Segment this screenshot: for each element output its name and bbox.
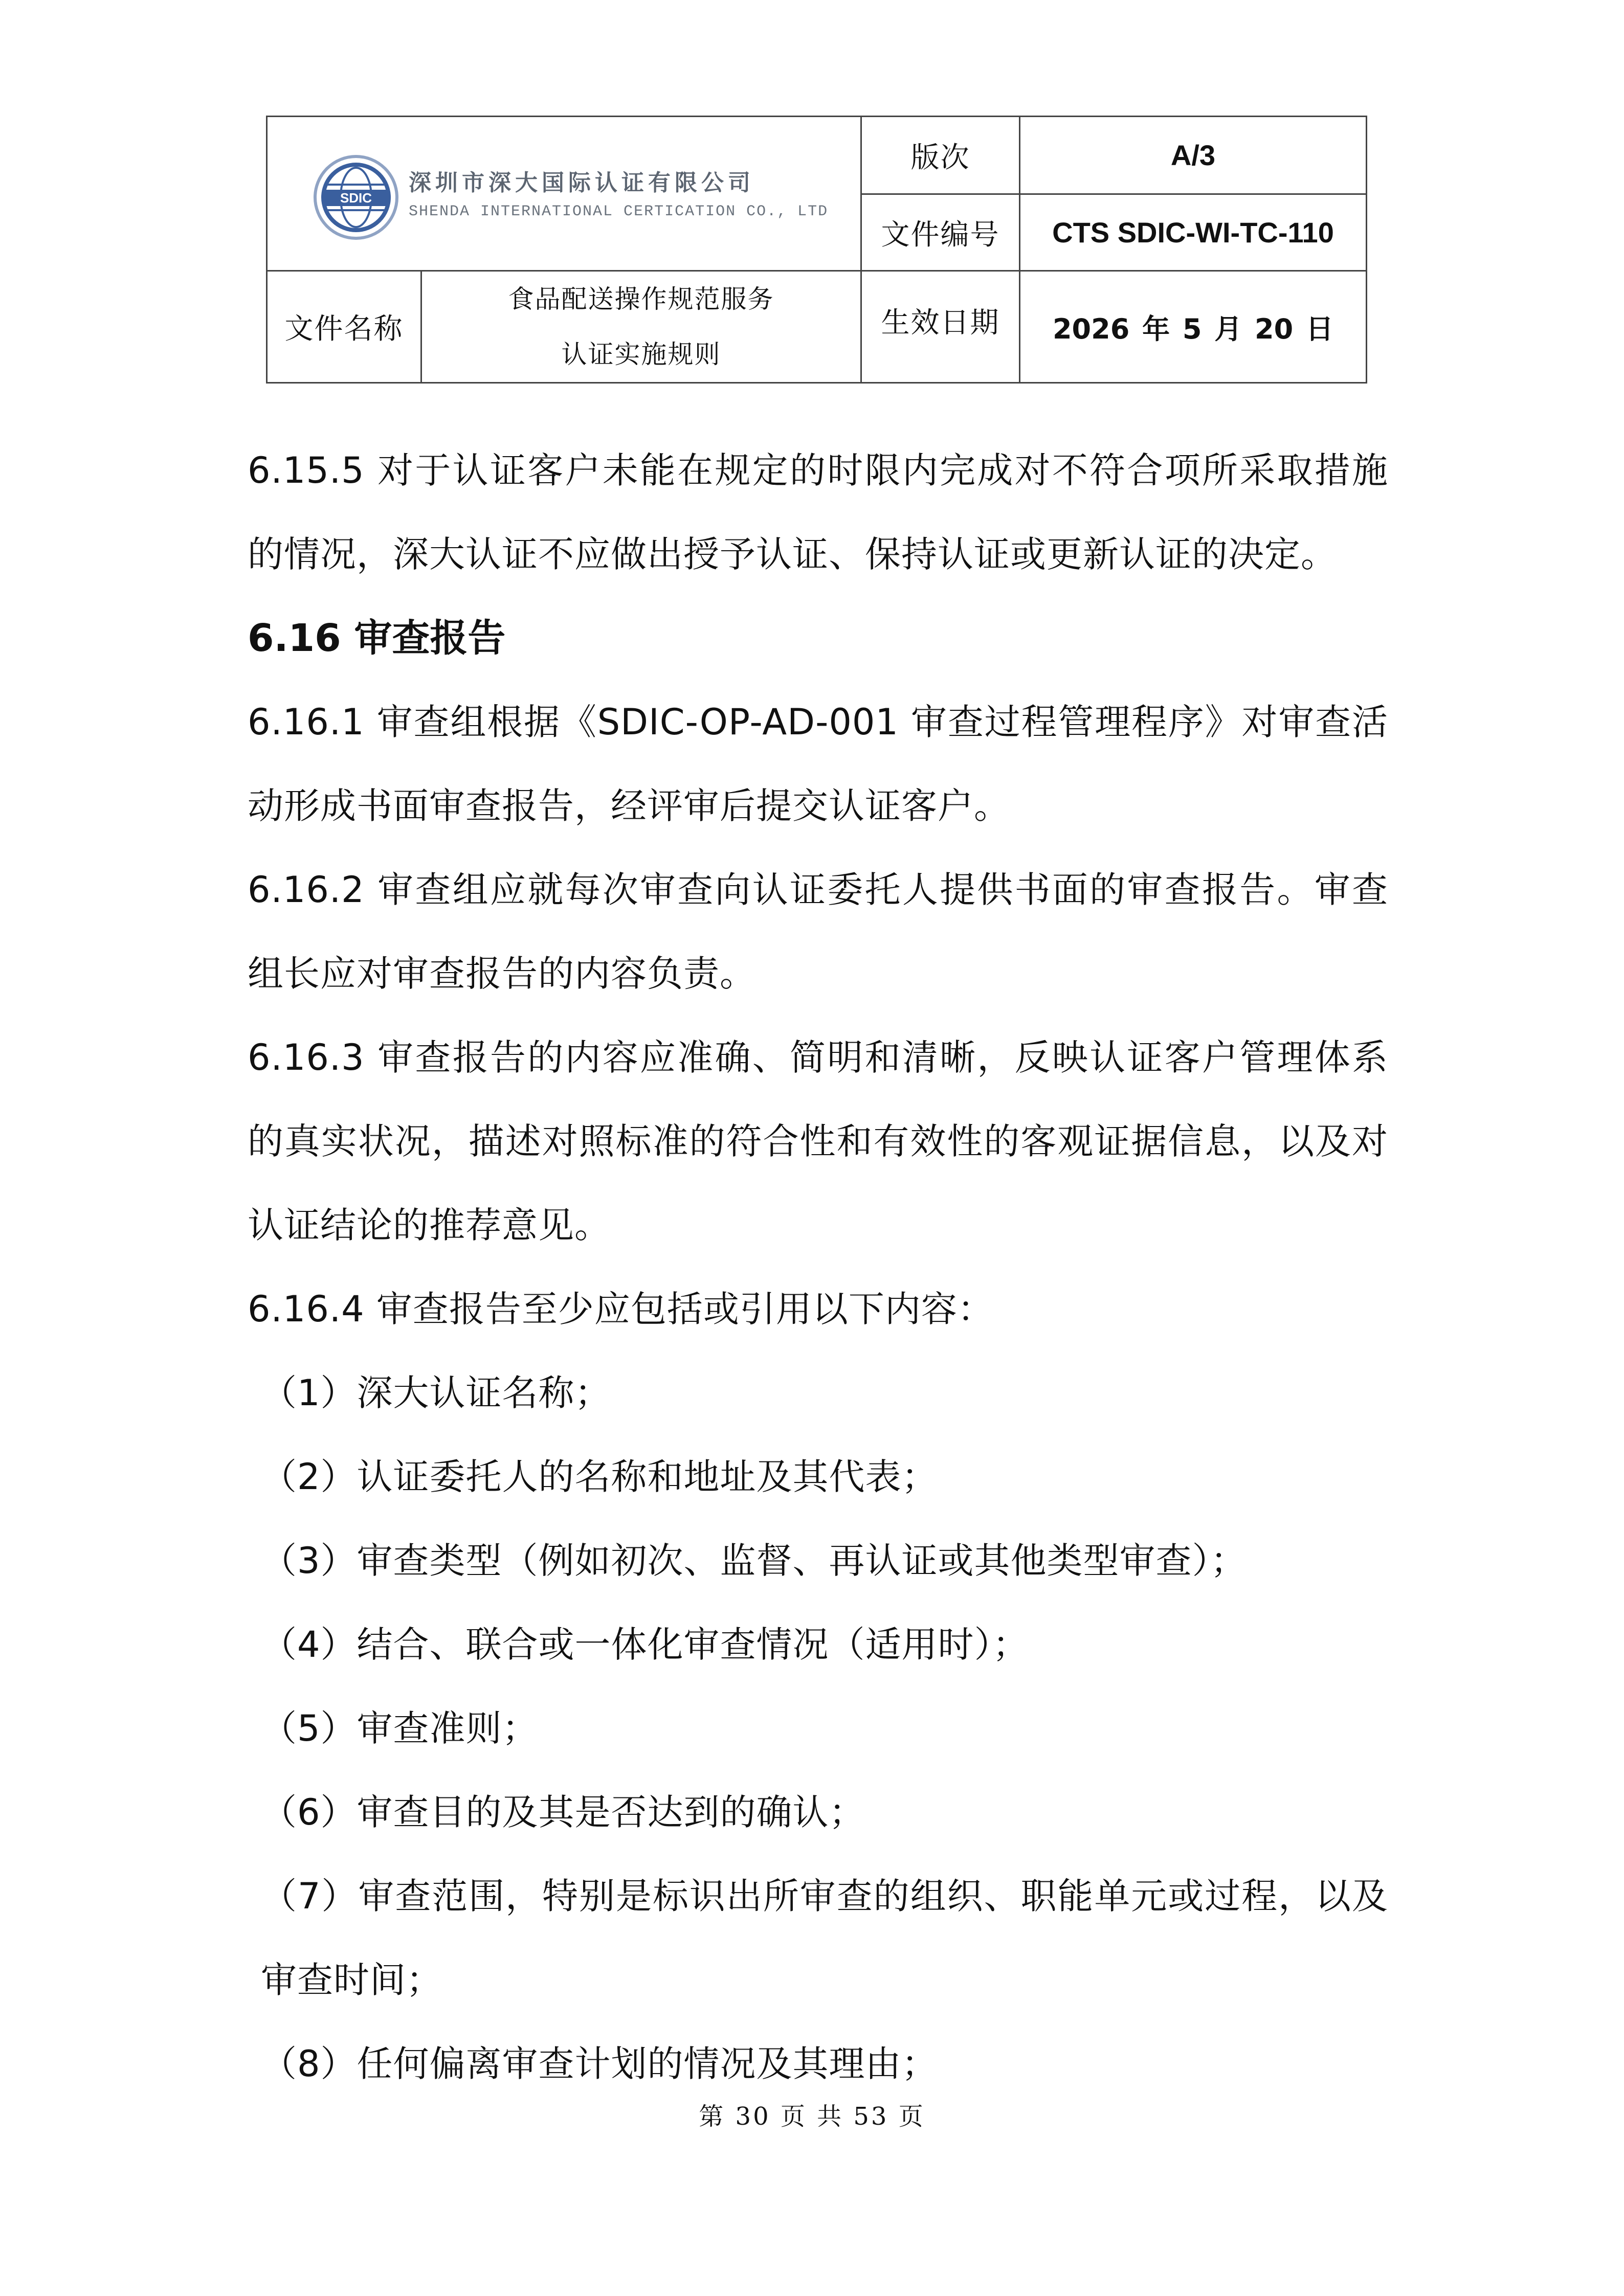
clause-6-16-3: 6.16.3 审查报告的内容应准确、简明和清晰，反映认证客户管理体系的真实状况，描述对照标准的符合性和有效性的客观证据信息，以及对认证结论的推荐意见。: [248, 1037, 1388, 1246]
company-name-en: SHENDA INTERNATIONAL CERTICATION CO., LTD: [409, 203, 829, 220]
doc-name-value: [421, 271, 861, 383]
logo-text: SDIC: [340, 190, 372, 206]
list-item: （7）审查范围，特别是标识出所审查的组织、职能单元或过程，以及审查时间；: [261, 1875, 1388, 2001]
doc-name-line2: 认证实施规则: [561, 340, 721, 369]
page-number-footer: 第 30 页 共 53 页: [699, 2102, 925, 2131]
doc-number-value: CTS SDIC-WI-TC-110: [1020, 194, 1367, 271]
company-logo-cell: [267, 117, 861, 271]
doc-name-label: 文件名称: [267, 271, 421, 383]
list-item: （2）认证委托人的名称和地址及其代表；: [261, 1456, 938, 1498]
clause-6-16-4: 6.16.4 审查报告至少应包括或引用以下内容：: [248, 1288, 994, 1330]
document-body: [248, 429, 1388, 2106]
version-label: 版次: [861, 117, 1020, 194]
effective-date-value: 2026 年 5 月 20 日: [1020, 271, 1367, 383]
list-item: （3）审查类型（例如初次、监督、再认证或其他类型审查）；: [261, 1540, 1247, 1582]
effective-date-label: 生效日期: [861, 271, 1020, 383]
sdic-logo-icon: [313, 154, 399, 241]
doc-name-line1: 食品配送操作规范服务: [508, 284, 774, 314]
clause-6-15-5: 6.15.5 对于认证客户未能在规定的时限内完成对不符合项所采取措施的情况，深大认证不应做出授予认证、保持认证或更新认证的决定。: [248, 449, 1388, 575]
list-item: （8）任何偏离审查计划的情况及其理由；: [261, 2043, 938, 2085]
list-item: （1）深大认证名称；: [261, 1372, 611, 1414]
clause-6-16-2: 6.16.2 审查组应就每次审查向认证委托人提供书面的审查报告。审查组长应对审查报告的内容负责。: [248, 869, 1388, 995]
version-value: A/3: [1020, 117, 1367, 194]
document-header-table: [266, 116, 1367, 384]
clause-6-16-1: 6.16.1 审查组根据《SDIC-OP-AD-001 审查过程管理程序》对审查活动形成书面审查报告，经评审后提交认证客户。: [248, 701, 1388, 827]
doc-number-label: 文件编号: [861, 194, 1020, 271]
list-item: （4）结合、联合或一体化审查情况（适用时）；: [261, 1624, 1029, 1665]
list-item: （5）审查准则；: [261, 1707, 539, 1749]
company-name-cn: 深圳市深大国际认证有限公司: [409, 170, 754, 196]
list-item: （6）审查目的及其是否达到的确认；: [261, 1791, 865, 1833]
section-heading-6-16: 6.16 审查报告: [248, 616, 506, 660]
